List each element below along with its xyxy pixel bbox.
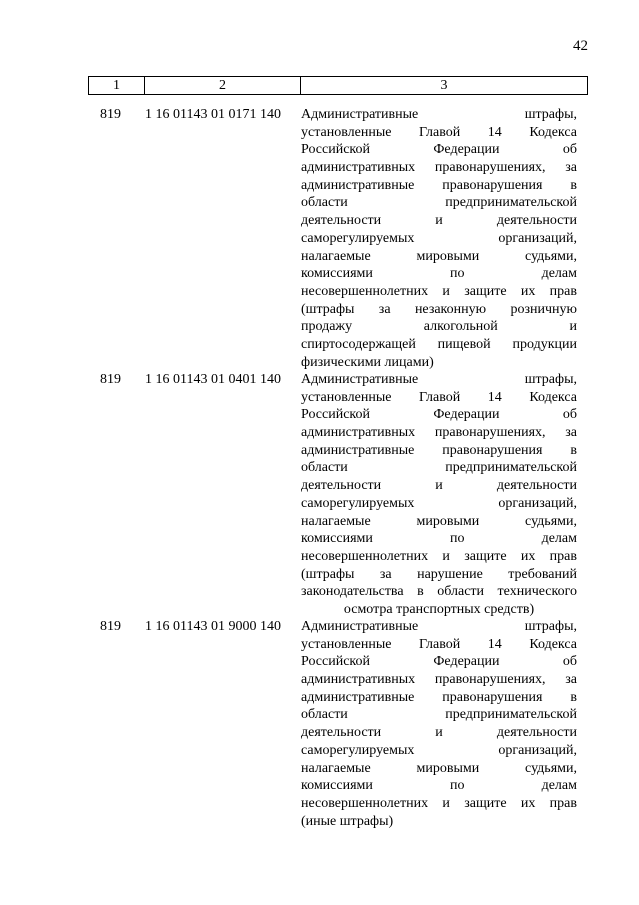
description-line: деятельности и деятельности	[301, 213, 577, 229]
description-line: области предпринимательской	[301, 460, 577, 476]
description-line: продажу алкогольной и	[301, 319, 577, 335]
description-line: налагаемые мировыми судьями,	[301, 760, 577, 776]
description-line: административных правонарушениях, за	[301, 160, 577, 176]
kbk-code: 1 16 01143 01 9000 140	[145, 619, 281, 634]
description-line: области предпринимательской	[301, 195, 577, 211]
description-line: осмотра транспортных средств)	[343, 601, 535, 617]
description-line: деятельности и деятельности	[301, 478, 577, 494]
description-line: спиртосодержащей пищевой продукции	[301, 336, 577, 352]
description-line: установленные Главой 14 Кодекса	[301, 389, 577, 405]
description-line: комиссиями по делам	[301, 778, 577, 794]
description-line: (иные штрафы)	[301, 813, 394, 829]
description	[301, 106, 577, 371]
description-line: Административные штрафы,	[301, 619, 577, 634]
description-line: административные правонарушения в	[301, 442, 577, 458]
admin-code: 819	[100, 107, 121, 122]
description-line: несовершеннолетних и защите их прав	[301, 548, 577, 564]
description-line: деятельности и деятельности	[301, 725, 577, 741]
description	[301, 371, 577, 619]
description-line: административных правонарушениях, за	[301, 425, 577, 441]
description-line: законодательства в области технического	[301, 584, 577, 600]
description-line: физическими лицами)	[301, 354, 434, 370]
description-line: административные правонарушения в	[301, 177, 577, 193]
admin-code: 819	[100, 372, 121, 387]
kbk-code: 1 16 01143 01 0401 140	[145, 372, 281, 387]
description-line: Российской Федерации об	[301, 142, 577, 158]
description-line: области предпринимательской	[301, 707, 577, 723]
description-line: саморегулируемых организаций,	[301, 495, 577, 511]
description-line: несовершеннолетних и защите их прав	[301, 795, 577, 811]
description	[301, 618, 577, 830]
description-line: (штрафы за нарушение требований	[301, 566, 577, 582]
description-line: Административные штрафы,	[301, 107, 577, 122]
description-line: налагаемые мировыми судьями,	[301, 513, 577, 529]
description-line: (штрафы за незаконную розничную	[301, 301, 577, 317]
kbk-code: 1 16 01143 01 0171 140	[145, 107, 281, 122]
description-line: несовершеннолетних и защите их прав	[301, 283, 577, 299]
description-line: административные правонарушения в	[301, 689, 577, 705]
description-line: комиссиями по делам	[301, 266, 577, 282]
description-line: налагаемые мировыми судьями,	[301, 248, 577, 264]
description-line: Российской Федерации об	[301, 654, 577, 670]
description-line: комиссиями по делам	[301, 531, 577, 547]
description-line: установленные Главой 14 Кодекса	[301, 124, 577, 140]
column-header-table	[88, 76, 588, 95]
admin-code: 819	[100, 619, 121, 634]
description-line: Российской Федерации об	[301, 407, 577, 423]
description-line: Административные штрафы,	[301, 372, 577, 387]
page-number: 42	[573, 38, 588, 54]
column-header-2: 2	[145, 77, 301, 95]
column-header-1: 1	[89, 77, 145, 95]
description-line: административных правонарушениях, за	[301, 672, 577, 688]
description-line: саморегулируемых организаций,	[301, 230, 577, 246]
column-header-row	[89, 77, 588, 95]
column-header-3: 3	[301, 77, 588, 95]
description-line: саморегулируемых организаций,	[301, 742, 577, 758]
description-line: установленные Главой 14 Кодекса	[301, 636, 577, 652]
